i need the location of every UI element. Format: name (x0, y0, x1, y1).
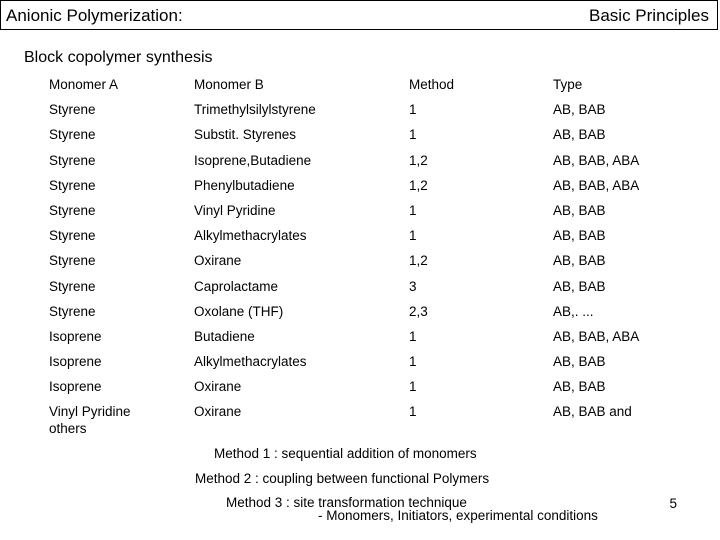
table-row (49, 277, 689, 302)
block-copolymer-table (49, 75, 689, 436)
cell-type: AB, BAB and (553, 404, 632, 420)
method-3-detail: - Monomers, Initiators, experimental conditions (318, 508, 598, 523)
cell-method: 1 (409, 379, 417, 395)
table-row (49, 402, 689, 436)
table-row (49, 251, 689, 276)
cell-monomer-b: Alkylmethacrylates (194, 228, 307, 244)
cell-method: 1 (409, 354, 417, 370)
cell-monomer-a: Isoprene (49, 354, 102, 370)
cell-monomer-b: Oxolane (THF) (194, 303, 284, 319)
table-row (49, 151, 689, 176)
header-title-right: Basic Principles (589, 6, 709, 25)
cell-method: 1 (409, 102, 417, 118)
table-header-row (49, 75, 689, 100)
cell-monomer-a: Isoprene (49, 379, 102, 395)
table-row (49, 327, 689, 352)
cell-monomer-b: Alkylmethacrylates (194, 354, 307, 370)
cell-monomer-a: Styrene (49, 152, 96, 168)
method-3-note: Method 3 : site transformation technique (226, 495, 467, 510)
cell-type: AB, BAB (553, 228, 606, 244)
header-title-left: Anionic Polymerization: (6, 6, 183, 25)
cell-monomer-a: Styrene (49, 228, 96, 244)
cell-monomer-b: Substit. Styrenes (194, 127, 297, 143)
column-header-method: Method (409, 77, 455, 92)
column-header-type: Type (553, 77, 583, 92)
table-row (49, 302, 689, 327)
cell-method: 1,2 (409, 177, 428, 193)
cell-type: AB, BAB, ABA (553, 177, 640, 193)
method-1-note: Method 1 : sequential addition of monomers (214, 446, 477, 461)
table-row (49, 176, 689, 201)
cell-type: AB, BAB, ABA (553, 152, 640, 168)
page-number: 5 (669, 496, 677, 511)
table-row (49, 377, 689, 402)
cell-monomer-b: Caprolactame (194, 278, 279, 294)
table-row (49, 100, 689, 125)
cell-method: 1,2 (409, 152, 428, 168)
cell-type: AB, BAB, ABA (553, 328, 640, 344)
cell-monomer-b: Vinyl Pyridine (194, 202, 276, 218)
cell-monomer-b: Oxirane (194, 404, 242, 420)
cell-method: 1 (409, 228, 417, 244)
method-2-note: Method 2 : coupling between functional Polymers (195, 471, 490, 486)
cell-monomer-b: Trimethylsilylstyrene (194, 102, 316, 118)
cell-type: AB, BAB (553, 354, 606, 370)
column-header-monomer-a: Monomer A (49, 77, 119, 92)
cell-method: 2,3 (409, 303, 428, 319)
cell-type: AB, BAB (553, 102, 606, 118)
table-row (49, 201, 689, 226)
cell-monomer-a: Styrene (49, 253, 96, 269)
cell-method: 1,2 (409, 253, 428, 269)
cell-monomer-b: Phenylbutadiene (194, 177, 295, 193)
cell-monomer-a: Styrene (49, 303, 96, 319)
table-row (49, 226, 689, 251)
cell-type: AB, BAB (553, 202, 606, 218)
cell-monomer-b: Oxirane (194, 253, 242, 269)
section-title: Block copolymer synthesis (24, 49, 213, 66)
cell-monomer-b: Butadiene (194, 328, 255, 344)
cell-monomer-a: Vinyl Pyridine others (49, 404, 131, 437)
cell-monomer-a: Styrene (49, 202, 96, 218)
cell-type: AB, BAB (553, 253, 606, 269)
cell-method: 1 (409, 404, 417, 420)
cell-type: AB, BAB (553, 278, 606, 294)
cell-monomer-a: Isoprene (49, 328, 102, 344)
cell-monomer-a: Styrene (49, 102, 96, 118)
cell-monomer-a: Styrene (49, 127, 96, 143)
cell-method: 1 (409, 202, 417, 218)
cell-method: 1 (409, 127, 417, 143)
cell-method: 3 (409, 278, 417, 294)
cell-monomer-a: Styrene (49, 278, 96, 294)
cell-type: AB, BAB (553, 379, 606, 395)
cell-monomer-b: Isoprene,Butadiene (194, 152, 312, 168)
cell-monomer-b: Oxirane (194, 379, 242, 395)
cell-monomer-a: Styrene (49, 177, 96, 193)
table-row (49, 352, 689, 377)
table-row (49, 125, 689, 150)
slide-header (0, 0, 718, 30)
cell-method: 1 (409, 328, 417, 344)
cell-type: AB,. ... (553, 303, 594, 319)
column-header-monomer-b: Monomer B (194, 77, 264, 92)
cell-type: AB, BAB (553, 127, 606, 143)
